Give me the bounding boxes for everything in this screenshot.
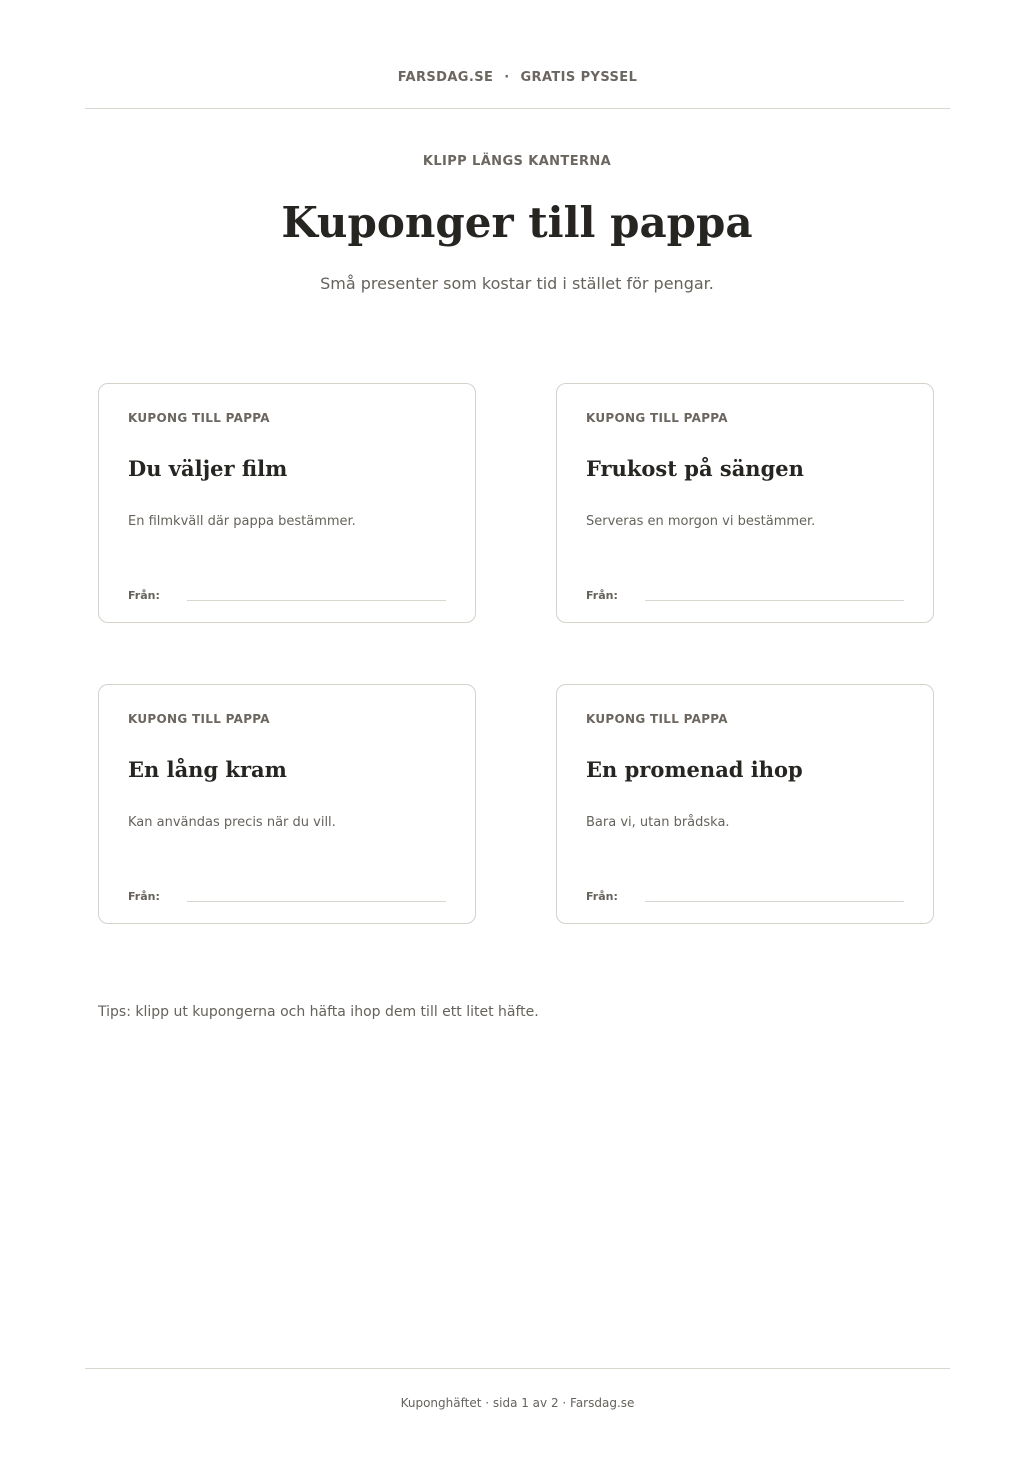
coupon-signature-line	[187, 600, 446, 601]
footer-text: Kuponghäftet · sida 1 av 2 · Farsdag.se	[400, 1396, 635, 1410]
coupon-description: Kan användas precis när du vill.	[128, 815, 336, 830]
site-name: FARSDAG.SE	[397, 70, 494, 85]
page-subtitle: Små presenter som kostar tid i stället för pengar.	[320, 274, 714, 293]
page-title: Kuponger till pappa	[281, 198, 753, 247]
coupon-title: En lång kram	[128, 757, 287, 782]
coupon-label: KUPONG TILL PAPPA	[586, 712, 728, 726]
coupon-from-label: Från:	[586, 589, 618, 602]
coupon-card	[556, 383, 934, 623]
site-header	[85, 0, 950, 109]
coupon-description: En filmkväll där pappa bestämmer.	[128, 514, 356, 529]
coupon-card	[98, 684, 476, 924]
header-section: GRATIS PYSSEL	[520, 70, 638, 85]
coupon-from-label: Från:	[586, 890, 618, 903]
cut-instruction: KLIPP LÄNGS KANTERNA	[422, 154, 612, 169]
coupon-signature-line	[645, 600, 904, 601]
site-footer	[85, 1368, 950, 1410]
coupon-title: En promenad ihop	[586, 757, 803, 782]
coupon-label: KUPONG TILL PAPPA	[586, 411, 728, 425]
coupon-label: KUPONG TILL PAPPA	[128, 411, 270, 425]
coupon-title: Du väljer film	[128, 456, 288, 481]
site-header-text	[85, 70, 950, 85]
tips-text: Tips: klipp ut kupongerna och häfta ihop dem till ett litet häfte.	[98, 1004, 539, 1020]
coupon-from-label: Från:	[128, 890, 160, 903]
coupon-description: Bara vi, utan brådska.	[586, 815, 730, 830]
coupon-card	[556, 684, 934, 924]
coupon-signature-line	[645, 901, 904, 902]
coupon-card	[98, 383, 476, 623]
header-separator: ·	[504, 70, 510, 85]
coupon-description: Serveras en morgon vi bestämmer.	[586, 514, 816, 529]
coupon-from-label: Från:	[128, 589, 160, 602]
coupon-title: Frukost på sängen	[586, 456, 804, 481]
coupon-label: KUPONG TILL PAPPA	[128, 712, 270, 726]
coupon-signature-line	[187, 901, 446, 902]
